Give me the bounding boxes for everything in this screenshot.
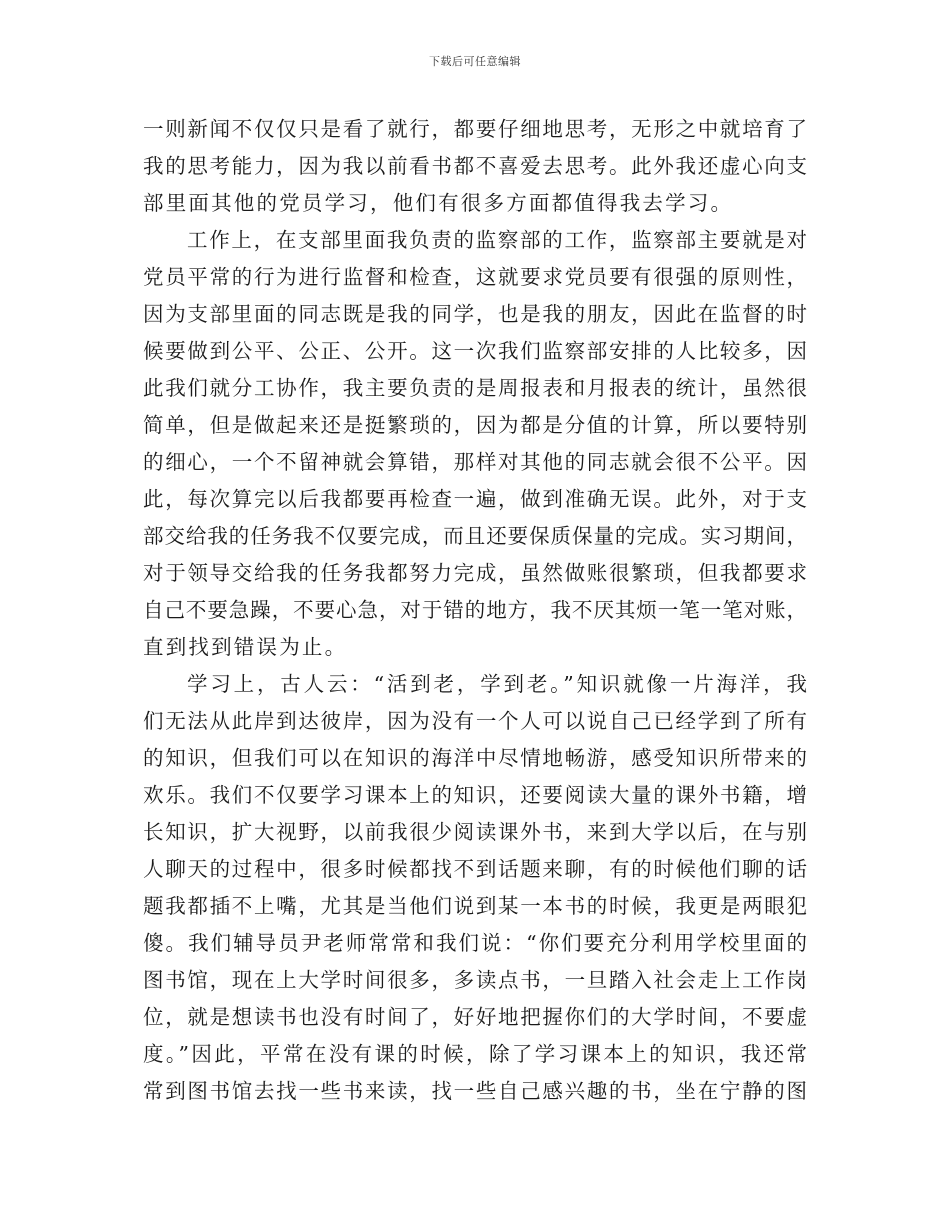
- text-line: 傻。我们辅导员尹老师常常和我们说：“你们要充分利用学校里面的: [143, 931, 807, 955]
- text-line: 人聊天的过程中，很多时候都找不到话题来聊，有的时候他们聊的话: [143, 857, 807, 881]
- text-line: 此，每次算完以后我都要再检查一遍，做到准确无误。此外，对于支: [143, 487, 807, 511]
- page-header: 下载后可任意编辑: [429, 55, 521, 68]
- text-line: 工作上，在支部里面我负责的监察部的工作，监察部主要就是对: [187, 228, 807, 252]
- text-line: 候要做到公平、公正、公开。这一次我们监察部安排的人比较多，因: [143, 339, 807, 363]
- text-line: 位，就是想读书也没有时间了，好好地把握你们的大学时间，不要虚: [143, 1005, 807, 1029]
- text-line: 图书馆，现在上大学时间很多，多读点书，一旦踏入社会走上工作岗: [143, 968, 807, 992]
- text-line: 因为支部里面的同志既是我的同学，也是我的朋友，因此在监督的时: [143, 302, 807, 326]
- text-line: 部交给我的任务我不仅要完成，而且还要保质保量的完成。实习期间，: [143, 524, 807, 548]
- text-line: 党员平常的行为进行监督和检查，这就要求党员要有很强的原则性，: [143, 265, 807, 289]
- text-line: 欢乐。我们不仅要学习课本上的知识，还要阅读大量的课外书籍，增: [143, 783, 807, 807]
- text-line: 简单，但是做起来还是挺繁琐的，因为都是分值的计算，所以要特别: [143, 413, 807, 437]
- document-body: [143, 111, 807, 1110]
- text-line: 此我们就分工协作，我主要负责的是周报表和月报表的统计，虽然很: [143, 376, 807, 400]
- text-line: 部里面其他的党员学习，他们有很多方面都值得我去学习。: [143, 191, 734, 215]
- text-line: 题我都插不上嘴，尤其是当他们说到某一本书的时候，我更是两眼犯: [143, 894, 807, 918]
- text-line: 常到图书馆去找一些书来读，找一些自己感兴趣的书，坐在宁静的图: [143, 1079, 807, 1103]
- text-line: 对于领导交给我的任务我都努力完成，虽然做账很繁琐，但我都要求: [143, 561, 807, 585]
- text-line: 一则新闻不仅仅只是看了就行，都要仔细地思考，无形之中就培育了: [143, 117, 807, 141]
- text-line: 长知识，扩大视野，以前我很少阅读课外书，来到大学以后，在与别: [143, 820, 807, 844]
- text-line: 度。”因此，平常在没有课的时候，除了学习课本上的知识，我还常: [143, 1042, 807, 1066]
- text-line: 的知识，但我们可以在知识的海洋中尽情地畅游，感受知识所带来的: [143, 746, 807, 770]
- text-line: 自己不要急躁，不要心急，对于错的地方，我不厌其烦一笔一笔对账，: [143, 598, 807, 622]
- text-line: 我的思考能力，因为我以前看书都不喜爱去思考。此外我还虚心向支: [143, 154, 807, 178]
- text-line: 学习上，古人云：“活到老，学到老。”知识就像一片海洋，我: [187, 672, 807, 696]
- text-line: 们无法从此岸到达彼岸，因为没有一个人可以说自己已经学到了所有: [143, 709, 807, 733]
- text-line: 直到找到错误为止。: [143, 635, 348, 659]
- text-line: 的细心，一个不留神就会算错，那样对其他的同志就会很不公平。因: [143, 450, 807, 474]
